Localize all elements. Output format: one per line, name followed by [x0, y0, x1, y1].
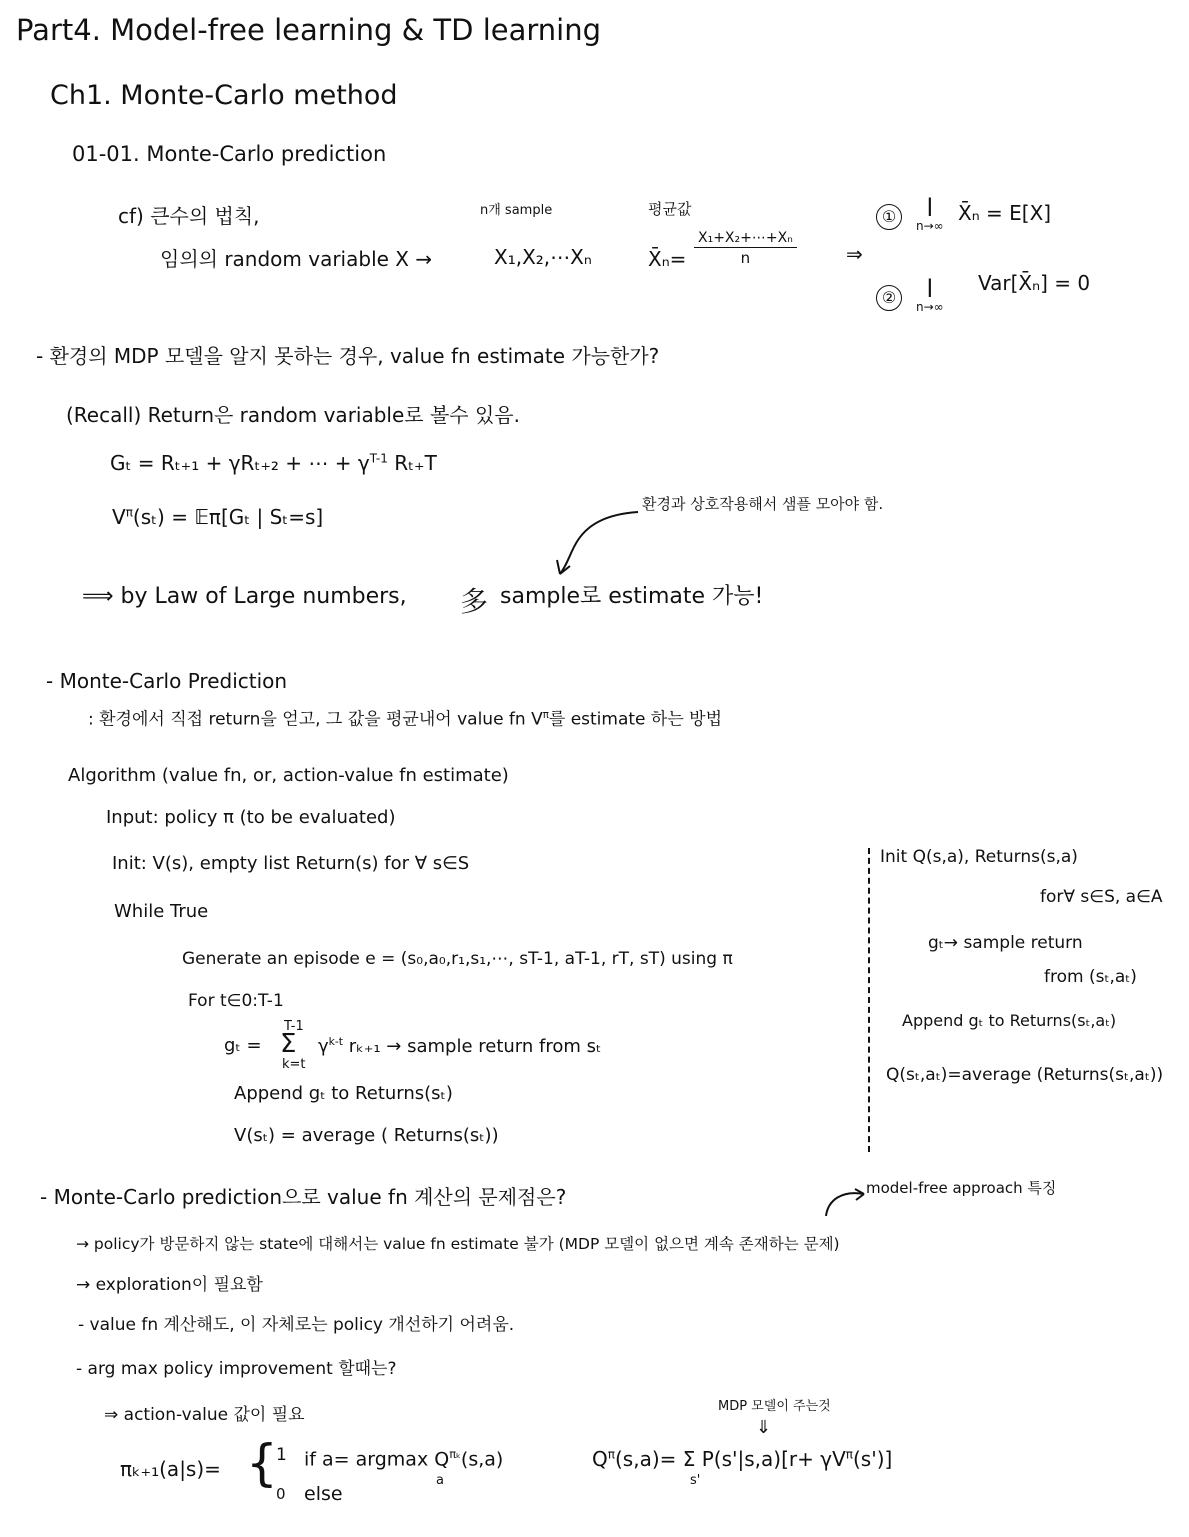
lln-mean-lhs: X̄ₙ= — [648, 247, 687, 271]
section-heading: 01-01. Monte-Carlo prediction — [72, 142, 387, 166]
lim-1-symbol: l — [926, 194, 934, 222]
return-eq-end: Rₜ₊T — [394, 451, 437, 475]
mdp-model-note: MDP 모델이 주는것 — [718, 1399, 831, 1414]
policy-brace: { — [246, 1434, 278, 1492]
lln-result-1: X̄ₙ = E[X] — [958, 201, 1052, 225]
q-eq-rest: (s,a)= Σ P(s'|s,a)[r+ γV — [614, 1447, 846, 1471]
algo-init: Init: V(s), empty list Return(s) for ∀ s∈S — [112, 853, 470, 874]
lln-conclusion-b: sample로 estimate 가능! — [500, 584, 764, 609]
mc-desc-end: 를 estimate 하는 방법 — [548, 709, 723, 730]
value-eq-rest: (sₜ) = 𝔼π[Gₜ | Sₜ=s] — [132, 505, 324, 529]
side-g: gₜ→ sample return — [928, 933, 1083, 953]
return-eq-main: Gₜ = Rₜ₊₁ + γRₜ₊₂ + ⋯ + γ — [110, 451, 370, 475]
lim-2-symbol: l — [926, 275, 934, 303]
side-init: Init Q(s,a), Returns(s,a) — [880, 847, 1078, 867]
side-dashed-separator — [868, 848, 870, 1152]
policy-one: 1 — [276, 1445, 287, 1465]
algo-sum-top: T-1 — [284, 1019, 304, 1034]
lim-1-sub: n→∞ — [916, 219, 944, 233]
problem-1: → policy가 방문하지 않는 state에 대해서는 value fn estimate 불가 (MDP 모델이 없으면 계속 존재하는 문제) — [76, 1235, 840, 1253]
side-from: from (sₜ,aₜ) — [1044, 967, 1137, 987]
policy-zero: 0 — [276, 1485, 286, 1503]
problem-4: - arg max policy improvement 할때는? — [76, 1359, 397, 1379]
lln-mean-numerator: X₁+X₂+⋯+Xₙ — [694, 230, 797, 248]
q-eq-end: (s')] — [852, 1447, 893, 1471]
lln-mean-label: 평균값 — [648, 200, 692, 218]
circled-two: ② — [876, 285, 902, 311]
side-for: for∀ s∈S, a∈A — [1040, 887, 1163, 907]
lln-n-samples-label: n개 sample — [480, 203, 553, 218]
algo-generate: Generate an episode e = (s₀,a₀,r₁,s₁,⋯, sT-1, aT-1, rT, sT) using π — [182, 949, 733, 969]
many-glyph: 多 — [460, 585, 489, 618]
problems-title: - Monte-Carlo prediction으로 value fn 계산의 문제점은? — [40, 1185, 567, 1209]
q-eq-sup: π — [607, 1447, 615, 1462]
value-eq-sup: π — [125, 505, 133, 520]
mdp-question: - 환경의 MDP 모델을 알지 못하는 경우, value fn estimate 가능한가? — [36, 344, 660, 368]
lln-conclusion-a: ⟹ by Law of Large numbers, — [82, 584, 407, 609]
lim-2-sub: n→∞ — [916, 300, 944, 314]
chapter-heading: Ch1. Monte-Carlo method — [50, 80, 398, 111]
lln-mean-denominator: n — [740, 249, 751, 267]
circled-one: ① — [876, 204, 902, 230]
mc-desc-main: : 환경에서 직접 return을 얻고, 그 값을 평균내어 value fn V — [88, 709, 543, 730]
q-sum-sub: s' — [690, 1473, 701, 1488]
lim-2 — [916, 277, 944, 313]
mdp-down-arrow: ⇓ — [756, 1417, 772, 1438]
policy-lhs: πₖ₊₁(a|s)= — [120, 1457, 221, 1481]
lln-samples: X₁,X₂,⋯Xₙ — [494, 245, 592, 269]
algo-header: Algorithm (value fn, or, action-value fn estimate) — [68, 765, 509, 786]
return-equation — [110, 452, 437, 475]
algo-g-end: rₖ₊₁ → sample return from sₜ — [348, 1036, 602, 1057]
algo-g-rhs — [318, 1036, 601, 1058]
algo-sum-symbol: Σ — [280, 1029, 297, 1059]
problem-3: - value fn 계산해도, 이 자체로는 policy 개선하기 어려움. — [78, 1315, 515, 1335]
value-equation — [112, 506, 323, 529]
mc-prediction-title: - Monte-Carlo Prediction — [46, 669, 288, 693]
mc-desc-sup: π — [542, 710, 549, 721]
side-q: Q(sₜ,aₜ)=average (Returns(sₜ,aₜ)) — [886, 1065, 1164, 1085]
algo-sum-bottom: k=t — [282, 1057, 306, 1072]
return-eq-sup: T-1 — [369, 451, 388, 466]
argmax-sub: a — [436, 1473, 444, 1488]
lln-mean-fraction — [694, 230, 797, 267]
lln-cf-label: cf) 큰수의 법칙, — [118, 204, 260, 228]
mc-prediction-desc — [88, 710, 722, 730]
lln-random-variable: 임의의 random variable X → — [160, 247, 433, 271]
side-append: Append gₜ to Returns(sₜ,aₜ) — [902, 1011, 1117, 1030]
algo-average: V(sₜ) = average ( Returns(sₜ)) — [234, 1125, 499, 1146]
q-equation — [592, 1448, 892, 1471]
algo-g-sup: k-t — [328, 1035, 344, 1048]
policy-else: else — [304, 1483, 343, 1505]
page-title: Part4. Model-free learning & TD learning — [16, 13, 601, 47]
interact-curve-arrow — [530, 500, 640, 580]
interact-note: 환경과 상호작용해서 샘플 모아야 함. — [642, 495, 884, 513]
algo-input: Input: policy π (to be evaluated) — [106, 807, 396, 828]
algo-g-gamma: γ — [318, 1036, 329, 1057]
policy-if-end: (s,a) — [460, 1448, 504, 1471]
lln-result-2: Var[X̄ₙ] = 0 — [978, 271, 1091, 295]
q-eq-sup2: π — [845, 1447, 853, 1462]
value-eq-v: V — [112, 505, 126, 529]
problem-2: → exploration이 필요함 — [76, 1275, 263, 1295]
model-free-curve-arrow — [820, 1186, 868, 1222]
algo-while: While True — [114, 901, 209, 922]
algo-g-lhs: gₜ = — [224, 1035, 262, 1056]
policy-if-sup: πₖ — [449, 1447, 461, 1461]
lim-1 — [916, 196, 944, 232]
policy-if-main: if a= argmax Q — [304, 1448, 450, 1471]
model-free-note: model-free approach 특징 — [866, 1179, 1057, 1197]
policy-if — [304, 1448, 503, 1471]
algo-append: Append gₜ to Returns(sₜ) — [234, 1083, 453, 1104]
algo-for: For t∈0:T-1 — [188, 991, 284, 1011]
q-eq-q: Q — [592, 1447, 608, 1471]
lln-implies: ⇒ — [846, 242, 863, 266]
recall-line: (Recall) Return은 random variable로 볼수 있음. — [66, 403, 520, 427]
problem-5: ⇒ action-value 값이 필요 — [104, 1405, 305, 1425]
